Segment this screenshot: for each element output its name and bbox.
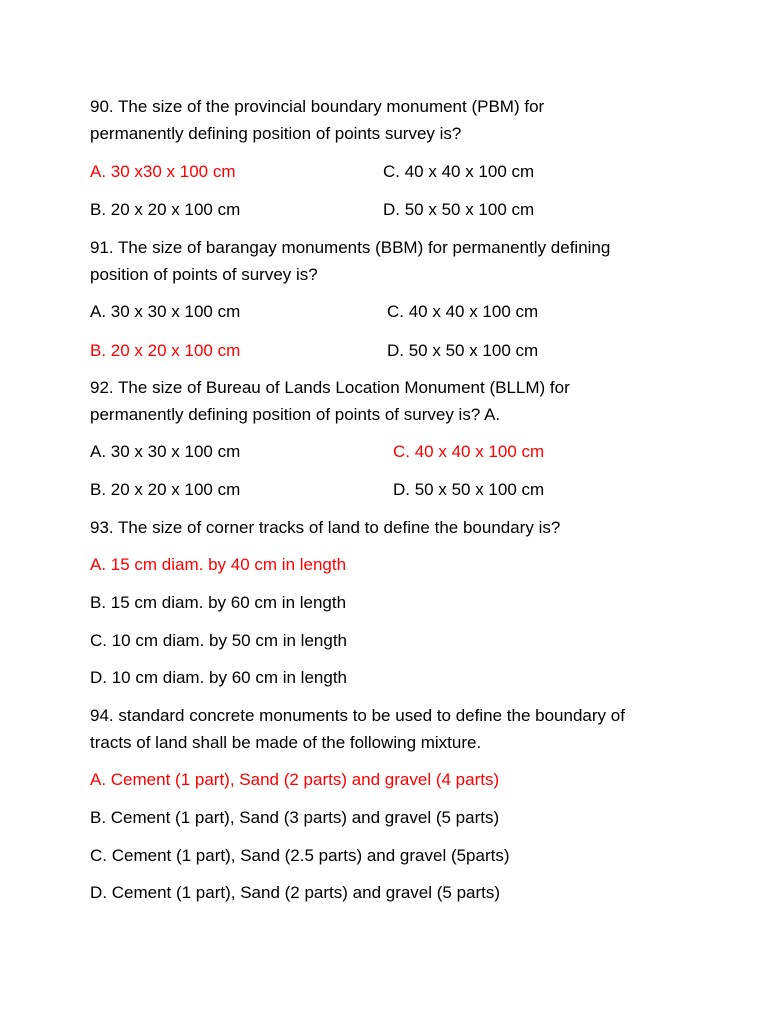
question-91-option-c: C. 40 x 40 x 100 cm [387, 302, 539, 321]
question-91-text: 91. The size of barangay monuments (BBM) for permanently defining [90, 238, 611, 257]
question-93-option-d: D. 10 cm diam. by 60 cm in length [90, 668, 348, 687]
question-92-option-b: B. 20 x 20 x 100 cm [90, 480, 241, 499]
question-90-option-c: C. 40 x 40 x 100 cm [383, 162, 535, 181]
question-94-option-d: D. Cement (1 part), Sand (2 parts) and gravel (5 parts) [90, 883, 501, 902]
question-92-text: 92. The size of Bureau of Lands Location Monument (BLLM) for [90, 378, 570, 397]
question-92-option-c: C. 40 x 40 x 100 cm [393, 442, 545, 461]
question-94-option-b: B. Cement (1 part), Sand (3 parts) and gravel (5 parts) [90, 808, 500, 827]
question-90-text: 90. The size of the provincial boundary monument (PBM) for [90, 97, 545, 116]
question-93-option-a: A. 15 cm diam. by 40 cm in length [90, 555, 347, 574]
question-91-option-d: D. 50 x 50 x 100 cm [387, 341, 539, 360]
question-93-option-c: C. 10 cm diam. by 50 cm in length [90, 631, 348, 650]
question-94-option-a: A. Cement (1 part), Sand (2 parts) and gravel (4 parts) [90, 770, 500, 789]
question-90-option-d: D. 50 x 50 x 100 cm [383, 200, 535, 219]
question-94-text: 94. standard concrete monuments to be used to define the boundary of [90, 706, 625, 725]
question-90-option-b: B. 20 x 20 x 100 cm [90, 200, 241, 219]
question-91-option-b: B. 20 x 20 x 100 cm [90, 341, 241, 360]
question-91-option-a: A. 30 x 30 x 100 cm [90, 302, 241, 321]
question-92-option-a: A. 30 x 30 x 100 cm [90, 442, 241, 461]
question-94-option-c: C. Cement (1 part), Sand (2.5 parts) and gravel (5parts) [90, 846, 510, 865]
question-92-text-continued: permanently defining position of points of survey is? A. [90, 405, 501, 424]
question-91-text-continued: position of points of survey is? [90, 265, 318, 284]
question-92-option-d: D. 50 x 50 x 100 cm [393, 480, 545, 499]
question-90-text-continued: permanently defining position of points survey is? [90, 124, 462, 143]
question-93-text: 93. The size of corner tracks of land to define the boundary is? [90, 518, 561, 537]
question-94-text-continued: tracts of land shall be made of the following mixture. [90, 733, 482, 752]
question-90-option-a: A. 30 x30 x 100 cm [90, 162, 236, 181]
question-93-option-b: B. 15 cm diam. by 60 cm in length [90, 593, 347, 612]
